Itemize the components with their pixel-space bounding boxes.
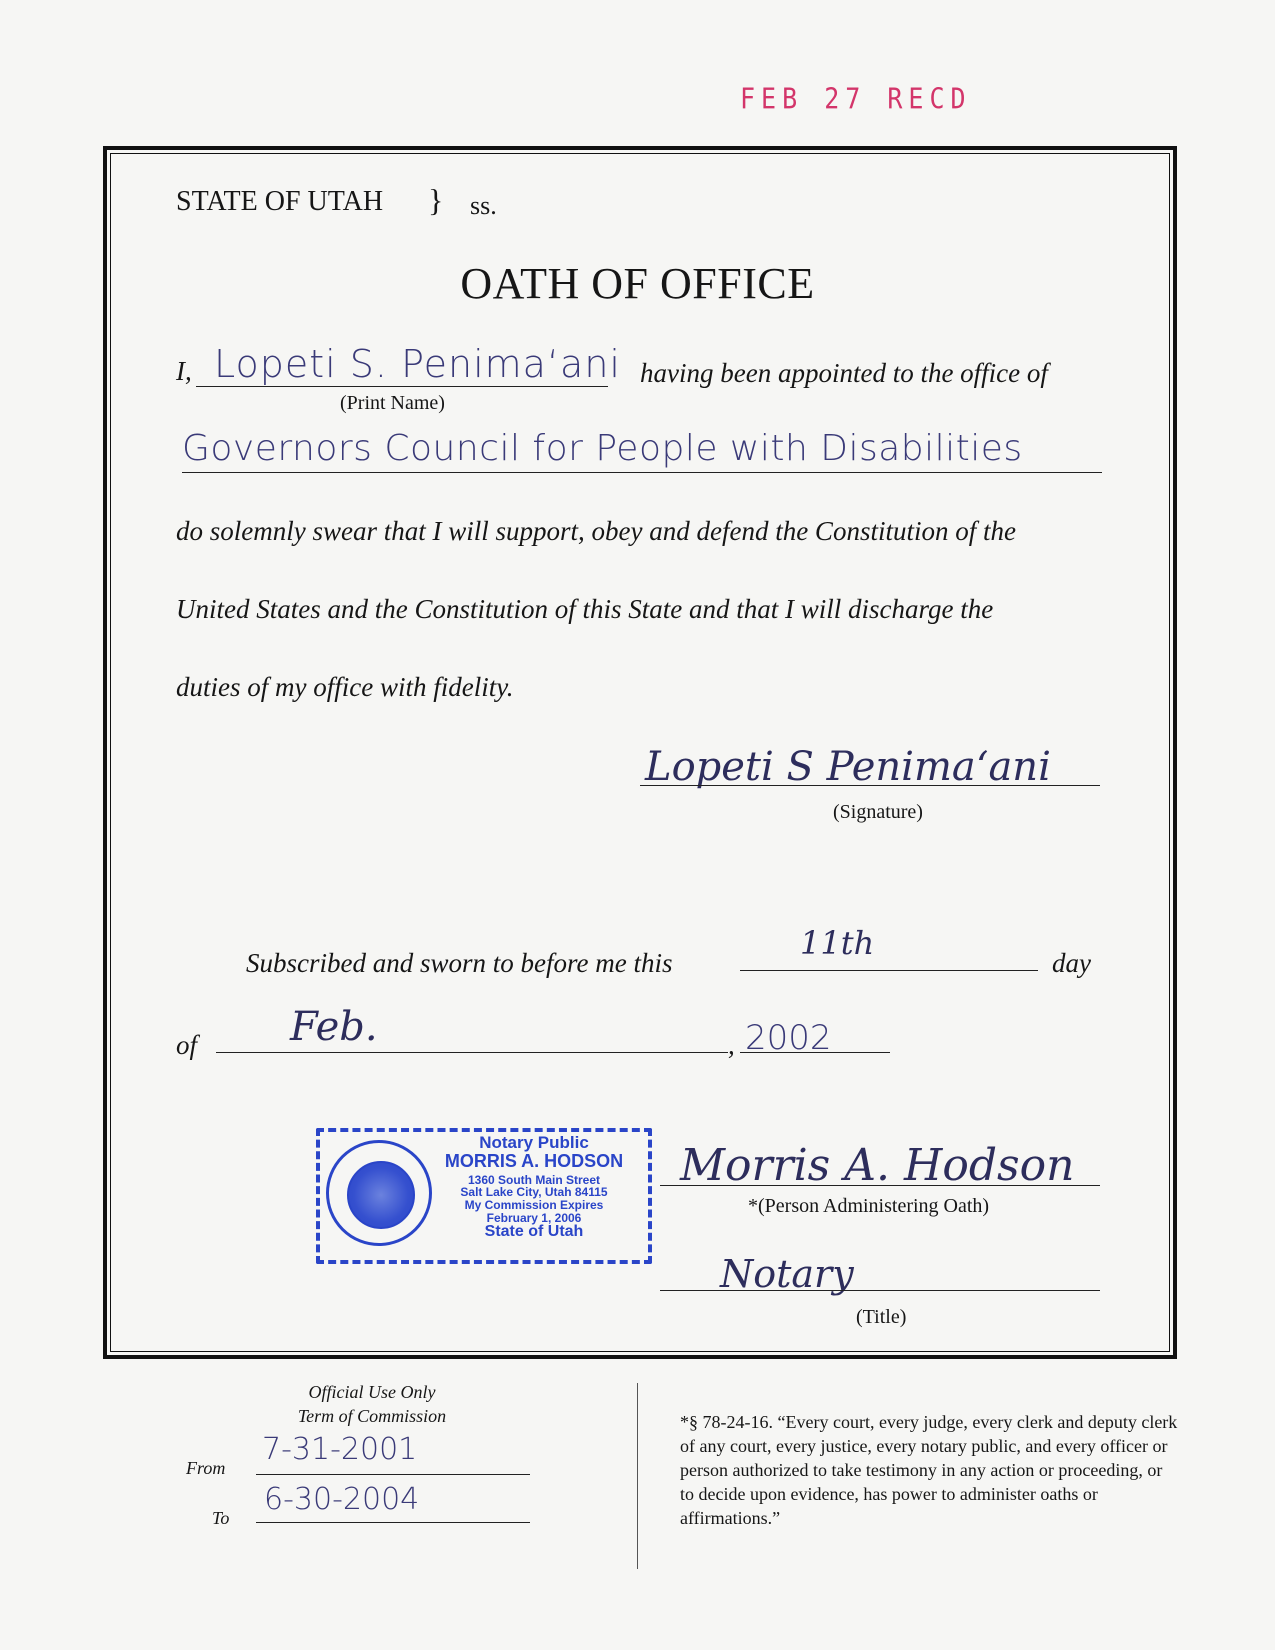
office-field: Governors Council for People with Disabilities [182, 428, 1023, 469]
stamp-line-5: My Commission Expires [464, 1197, 604, 1212]
received-date-stamp: FEB 27 RECD [740, 81, 972, 116]
appointed-text: having been appointed to the office of [640, 358, 1048, 388]
day-label: day [1052, 948, 1091, 978]
statute-text: *§ 78-24-16. “Every court, every judge, every clerk and deputy clerk of any court, every justice, every notary public, and every officer or person authorized to take testimony in any action or proceeding, or to decide upon evidence, has power to administer oaths or affirmations.” [680, 1412, 1178, 1528]
footer-divider [637, 1383, 638, 1569]
month-line [216, 1052, 728, 1053]
i-label: I, [176, 356, 192, 386]
signature-label: (Signature) [833, 801, 923, 823]
oath-line-1: do solemnly swear that I will support, obey and defend the Constitution of the [176, 516, 1016, 546]
state-heading: STATE OF UTAH [176, 186, 384, 217]
stamp-line-4: Salt Lake City, Utah 84115 [460, 1185, 608, 1200]
administer-line [660, 1185, 1100, 1186]
month-field: Feb. [290, 1004, 378, 1050]
official-use-line-1: Official Use Only [308, 1382, 436, 1402]
comma: , [728, 1030, 735, 1060]
administer-signature: Morris A. Hodson [680, 1140, 1075, 1191]
from-line [256, 1474, 530, 1475]
day-field: 11th [800, 924, 875, 962]
sworn-text: Subscribed and sworn to before me this [246, 948, 673, 978]
oath-line-3: duties of my office with fidelity. [176, 672, 514, 702]
oath-signature: Lopeti S Penimaʻani [645, 744, 1051, 790]
ss-label: ss. [470, 191, 497, 220]
stamp-line-1: Notary Public [479, 1133, 589, 1152]
title-line [660, 1290, 1100, 1291]
state-seal-icon [326, 1140, 432, 1246]
to-line [256, 1522, 530, 1523]
of-label: of [176, 1030, 198, 1060]
from-label: From [186, 1458, 226, 1478]
from-field: 7-31-2001 [262, 1432, 418, 1467]
title-label: (Title) [856, 1306, 907, 1328]
name-field: Lopeti S. Penimaʻani [214, 342, 621, 386]
signature-line [640, 785, 1100, 786]
print-name-label: (Print Name) [340, 392, 445, 414]
page-title: OATH OF OFFICE [460, 259, 815, 308]
name-line [196, 386, 608, 387]
administer-label: *(Person Administering Oath) [748, 1195, 990, 1217]
official-use-heading [186, 1380, 558, 1428]
state-brace: } [428, 182, 444, 218]
title-field: Notary [720, 1252, 854, 1296]
to-field: 6-30-2004 [264, 1482, 420, 1517]
stamp-line-2: MORRIS A. HODSON [444, 1150, 624, 1171]
notary-stamp [316, 1128, 652, 1264]
year-field: 2002 [745, 1018, 832, 1058]
to-label: To [212, 1508, 230, 1528]
day-line [740, 970, 1038, 971]
office-line [182, 472, 1102, 473]
stamp-line-3: 1360 South Main Street [467, 1172, 601, 1187]
official-use-line-2: Term of Commission [297, 1406, 447, 1426]
stamp-line-7: State of Utah [484, 1223, 584, 1241]
stamp-line-6: February 1, 2006 [486, 1210, 582, 1225]
oath-line-2: United States and the Constitution of this State and that I will discharge the [176, 594, 994, 624]
